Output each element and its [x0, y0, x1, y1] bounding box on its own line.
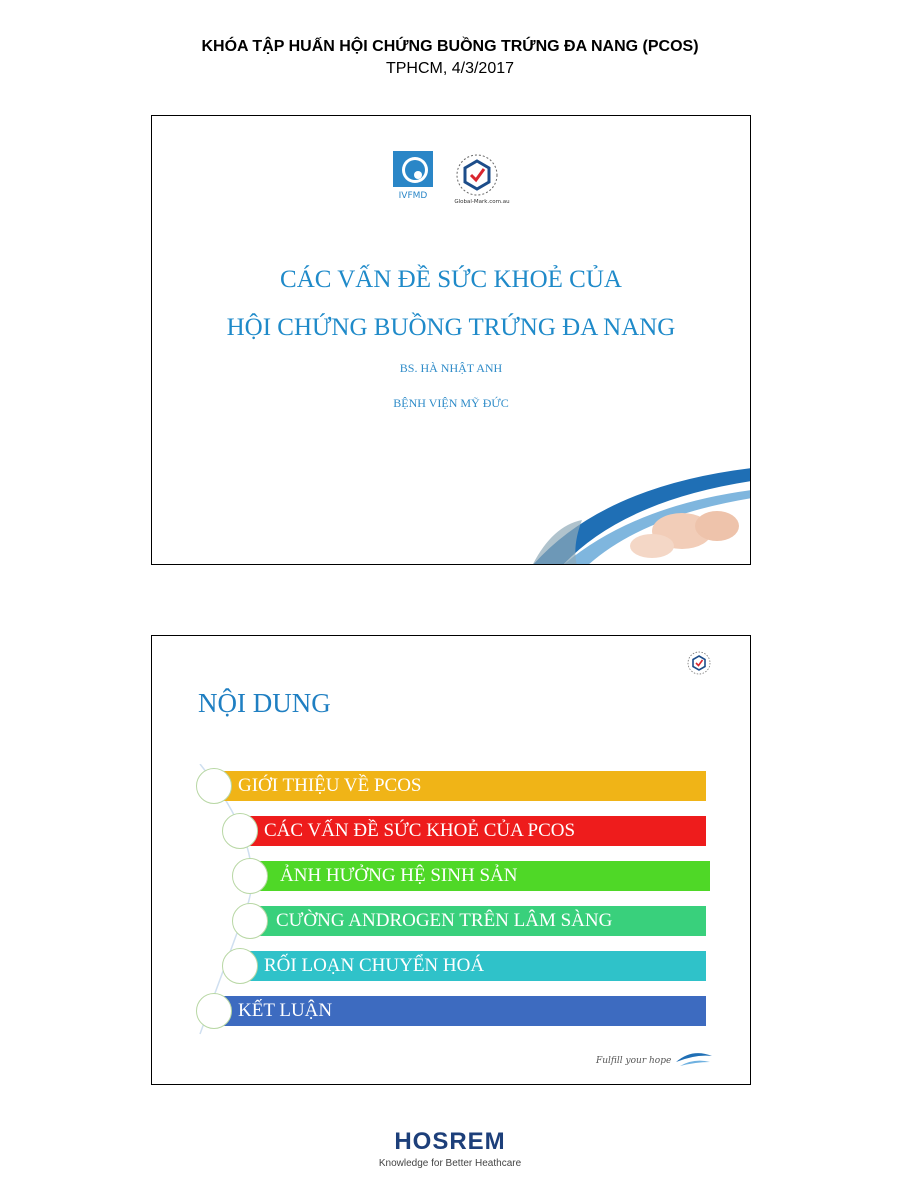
agenda-item-1-bullet [196, 768, 232, 804]
ivfmd-logo-text: IVFMD [398, 191, 428, 200]
agenda-item-3-label: ẢNH HƯỞNG HỆ SINH SẢN [280, 865, 518, 886]
slide1-title-line1: CÁC VẤN ĐỀ SỨC KHOẺ CỦA [280, 266, 622, 293]
slide1-hospital: BỆNH VIỆN MỸ ĐỨC [393, 396, 509, 410]
document-subtitle: TPHCM, 4/3/2017 [385, 60, 515, 77]
hosrem-tagline: Knowledge for Better Heathcare [378, 1158, 522, 1169]
document-header [0, 36, 900, 80]
baby-feet-wave-image [492, 446, 751, 565]
agenda-item-3-bullet [232, 858, 268, 894]
agenda-item-6-label: KẾT LUẬN [238, 1000, 333, 1021]
agenda-title: NỘI DUNG [198, 688, 331, 718]
agenda-item-2-label: CÁC VẤN ĐỀ SỨC KHOẺ CỦA PCOS [264, 820, 576, 841]
agenda-item-4 [250, 906, 706, 936]
slide1-title-line2: HỘI CHỨNG BUỒNG TRỨNG ĐA NANG [226, 314, 676, 341]
agenda-item-1-label: GIỚI THIỆU VỀ PCOS [238, 775, 422, 796]
slide2-footer-text: Fulfill your hope [596, 1056, 672, 1066]
global-mark-small-logo [686, 650, 712, 676]
agenda-item-5 [240, 951, 706, 981]
agenda-item-6-bullet [196, 993, 232, 1029]
agenda-item-4-label: CƯỜNG ANDROGEN TRÊN LÂM SÀNG [276, 910, 613, 931]
agenda-item-4-bullet [232, 903, 268, 939]
agenda-item-6 [214, 996, 706, 1026]
agenda-item-5-label: RỐI LOẠN CHUYỂN HOÁ [264, 955, 485, 976]
hosrem-footer [0, 1128, 900, 1169]
agenda-item-1 [214, 771, 706, 801]
ivfmd-logo [392, 150, 434, 200]
title-slide [151, 115, 751, 565]
fulfill-logo-mark [674, 1048, 714, 1070]
global-mark-logo [452, 149, 512, 205]
hosrem-logo: HOSREM [394, 1128, 506, 1155]
agenda-slide [151, 635, 751, 1085]
global-mark-text: Global-Mark.com.au [454, 199, 510, 205]
document-title: KHÓA TẬP HUẤN HỘI CHỨNG BUỒNG TRỨNG ĐA NANG (PCOS) [201, 38, 699, 55]
agenda-item-2-bullet [222, 813, 258, 849]
agenda-item-5-bullet [222, 948, 258, 984]
agenda-item-2 [240, 816, 706, 846]
slide1-author: BS. HÀ NHẬT ANH [399, 361, 503, 375]
agenda-item-3 [250, 861, 710, 891]
